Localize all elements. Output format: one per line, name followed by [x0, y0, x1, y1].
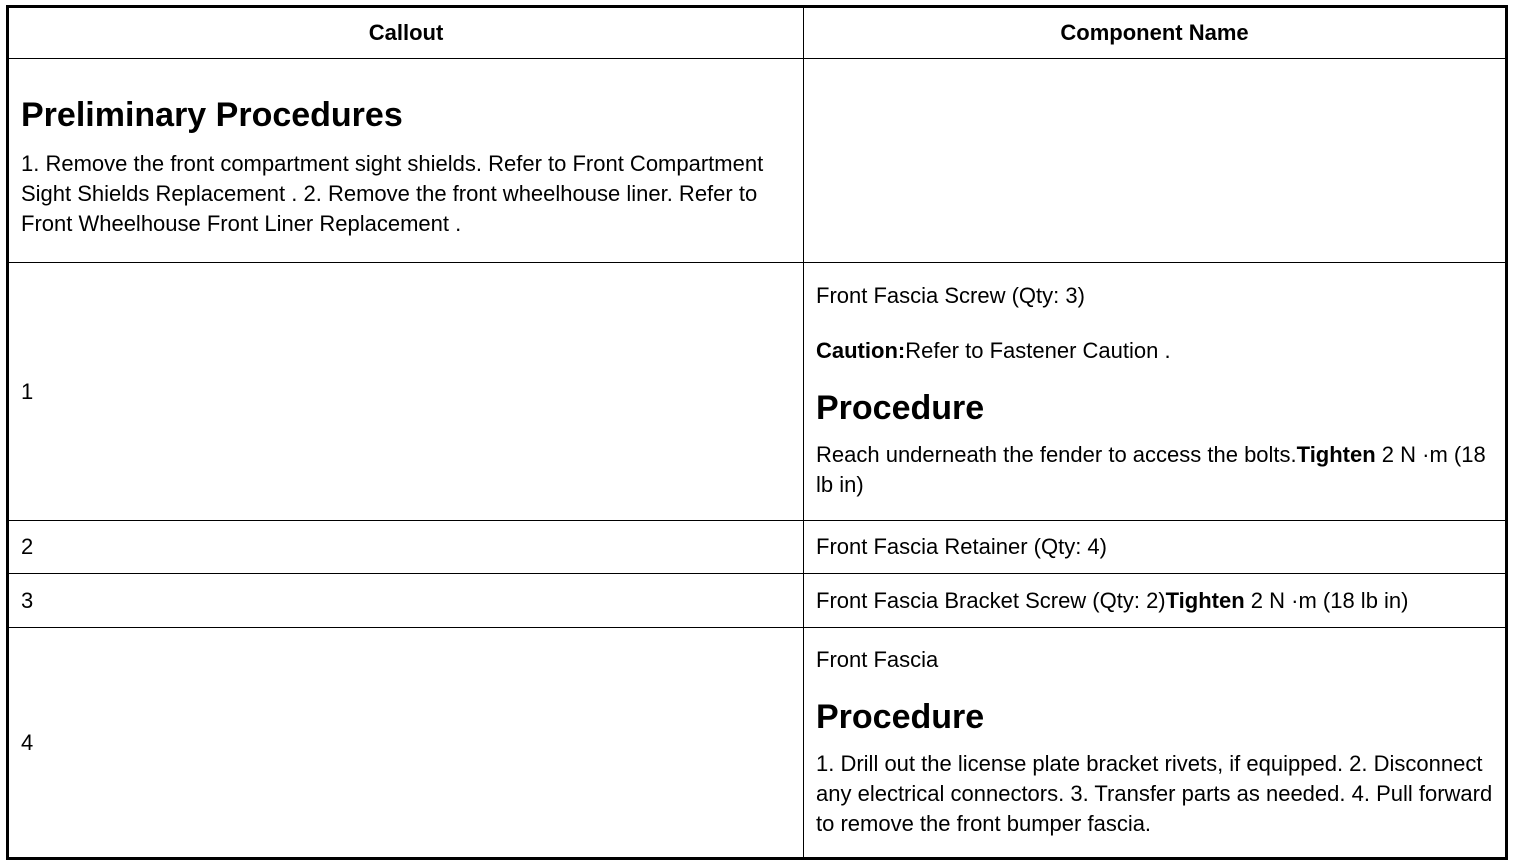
table-row	[8, 628, 1507, 859]
procedure-text: 1. Drill out the license plate bracket rivets, if equipped. 2. Disconnect any electrical connectors. 3. Transfer parts as needed. 4. Pull forward to remove the front bumper fascia.	[816, 750, 1493, 836]
preliminary-text: 1. Remove the front compartment sight shields. Refer to Front Compartment Sight Shields Replacement . 2. Remove the front wheelhouse liner. Refer to Front Wheelhouse Front Liner Replacement .	[21, 150, 764, 236]
component-cell: Front Fascia Retainer (Qty: 4)	[804, 521, 1507, 574]
caution-note	[816, 336, 1493, 366]
procedure-table	[6, 5, 1508, 860]
component-cell	[804, 263, 1507, 521]
component-name: Front Fascia	[816, 646, 939, 672]
tighten-label: Tighten	[1296, 442, 1376, 467]
component-name: Front Fascia Bracket Screw (Qty: 2)	[816, 587, 1166, 613]
component-name: Front Fascia Screw (Qty: 3)	[816, 283, 1085, 308]
component-cell	[804, 574, 1507, 628]
procedure-heading: Procedure	[816, 389, 985, 427]
caution-label: Caution:	[816, 338, 906, 363]
table-row	[8, 574, 1507, 628]
tighten-label: Tighten	[1165, 587, 1245, 613]
procedure-heading: Procedure	[816, 697, 985, 736]
callout-cell: 4	[8, 628, 804, 859]
component-name-header: Component Name	[804, 7, 1507, 59]
callout-cell: 3	[8, 574, 804, 628]
caution-text: Refer to Fastener Caution .	[905, 338, 1171, 363]
callout-header: Callout	[8, 7, 804, 59]
table-row	[8, 521, 1507, 574]
preliminary-cell	[8, 59, 804, 263]
preliminary-heading: Preliminary Procedures	[21, 95, 403, 134]
callout-cell: 2	[8, 521, 804, 574]
procedure-text	[816, 440, 1493, 500]
table-row	[8, 263, 1507, 521]
header-row	[8, 7, 1507, 59]
tighten-value: 2 N ·m (18 lb in)	[1244, 587, 1409, 613]
callout-cell: 1	[8, 263, 804, 521]
tighten-value: 2 N ·m (18 lb in)	[816, 442, 1486, 497]
preliminary-row	[8, 59, 1507, 263]
procedure-instruction: Reach underneath the fender to access the bolts.	[816, 442, 1297, 467]
component-cell	[804, 628, 1507, 859]
preliminary-empty-cell	[804, 59, 1507, 263]
